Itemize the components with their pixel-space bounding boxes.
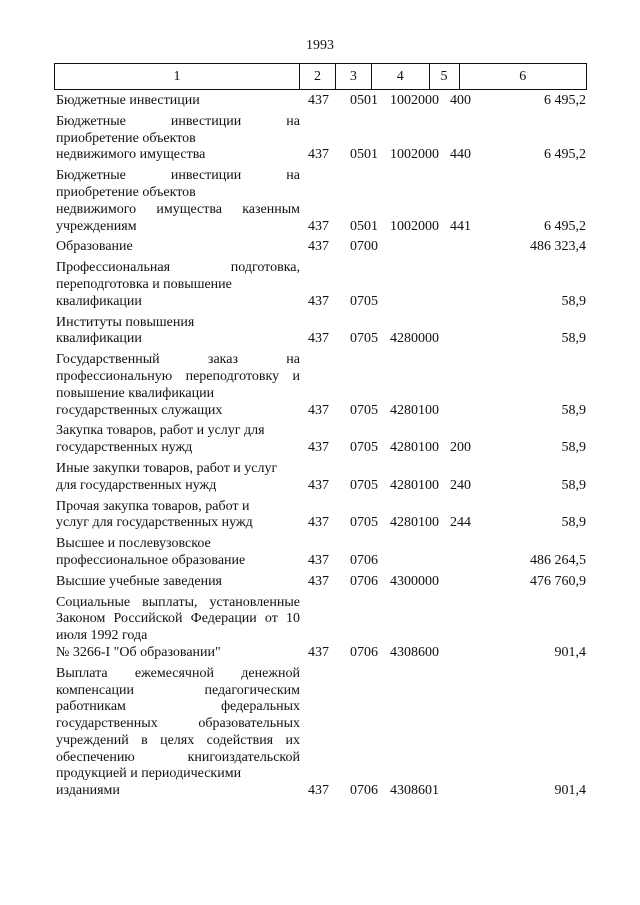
row-target-code: 4280000 [390,331,439,347]
row-name [56,595,300,662]
row-name-line: недвижимого имущества [56,147,206,163]
row-name [56,260,300,310]
table-row [56,239,586,256]
row-section-code: 0501 [350,147,378,163]
table-row [56,499,586,533]
row-name-line: Бюджетные инвестиции [56,93,200,108]
row-expense-type-code: 441 [450,218,471,234]
row-name-line: № 3266-I "Об образовании" [56,644,221,660]
row-ministry-code: 437 [308,440,329,456]
row-ministry-code: 437 [308,552,329,568]
row-expense-type-code: 440 [450,147,471,163]
row-name-line: профессиональное образование [56,552,246,568]
table-row [56,260,586,310]
row-amount: 58,9 [561,402,586,418]
row-section-code: 0705 [350,477,378,493]
row-amount: 6 495,2 [544,218,586,234]
row-section-code: 0501 [350,218,378,234]
table-row [56,93,586,110]
row-target-code: 4300000 [390,573,439,589]
header-col-1: 1 [55,64,300,89]
row-name-line: Институты повышения [56,314,195,330]
row-amount: 58,9 [561,515,586,531]
row-name-line: Образование [56,239,133,255]
row-amount: 58,9 [561,440,586,456]
row-name [56,423,300,457]
row-target-code: 4308601 [390,783,439,799]
row-name-line: квалификации [56,331,142,347]
row-ministry-code: 437 [308,93,329,108]
row-name-line: квалификации [56,293,142,309]
row-name-line: государственных нужд [56,440,193,456]
table-row [56,666,586,800]
row-section-code: 0700 [350,239,378,255]
row-name [56,536,300,570]
row-amount: 476 760,9 [530,573,586,589]
table-row [56,352,586,419]
table-body [56,93,586,804]
row-name-line: государственных служащих [56,402,223,418]
row-ministry-code: 437 [308,783,329,799]
row-section-code: 0705 [350,402,378,418]
row-ministry-code: 437 [308,515,329,531]
row-ministry-code: 437 [308,218,329,234]
row-name [56,499,300,533]
header-col-4: 4 [372,64,430,89]
row-name-line: Прочая закупка товаров, работ и [56,498,250,514]
header-col-3: 3 [336,64,372,89]
row-amount: 486 264,5 [530,552,586,568]
row-section-code: 0706 [350,644,378,660]
row-amount: 6 495,2 [544,93,586,108]
table-row [56,574,586,591]
row-name [56,93,300,110]
row-amount: 58,9 [561,293,586,309]
table-row [56,168,586,235]
row-amount: 58,9 [561,331,586,347]
row-name-line: изданиями [56,783,120,799]
row-name [56,666,300,800]
row-section-code: 0706 [350,552,378,568]
row-section-code: 0706 [350,573,378,589]
row-amount: 901,4 [554,644,586,660]
row-amount: 6 495,2 [544,147,586,163]
row-ministry-code: 437 [308,293,329,309]
header-col-2: 2 [300,64,336,89]
header-col-5: 5 [430,64,460,89]
row-name-line: Высшее и послевузовское [56,536,211,552]
header-col-6: 6 [519,68,527,84]
row-target-code: 4280100 [390,440,439,456]
row-name-line: Закупка товаров, работ и услуг для [56,423,265,439]
row-amount: 901,4 [554,783,586,799]
row-target-code: 1002000 [390,147,439,163]
row-name [56,461,300,495]
row-name [56,239,300,256]
row-name-line: Социальные выплаты, установленные Законом Российской Федерации от 10 июля 1992 года [56,594,300,644]
table-row [56,461,586,495]
row-ministry-code: 437 [308,331,329,347]
row-target-code: 4280100 [390,477,439,493]
row-name-line: Бюджетные инвестиции на приобретение объектов [56,168,300,200]
row-target-code: 4308600 [390,644,439,660]
table-header [54,63,587,90]
row-ministry-code: 437 [308,402,329,418]
row-section-code: 0705 [350,331,378,347]
row-target-code: 4280100 [390,402,439,418]
row-expense-type-code: 244 [450,515,471,531]
table-row [56,114,586,164]
row-name-line: для государственных нужд [56,477,217,493]
row-name-line: Высшие учебные заведения [56,573,222,589]
row-target-code: 1002000 [390,218,439,234]
row-name [56,114,300,164]
row-section-code: 0501 [350,93,378,108]
row-name-line: Профессиональная подготовка, переподготовка и повышение [56,260,300,292]
row-name [56,352,300,419]
row-name-line: недвижимого имущества казенным учреждениям [56,201,300,234]
row-ministry-code: 437 [308,573,329,589]
row-ministry-code: 437 [308,147,329,163]
row-name [56,168,300,235]
row-name-line: Выплата ежемесячной денежной компенсации педагогическим работникам федеральных государственных образовательных учреждений в целях содействия их обеспечению книгоиздательской продукцией и периодическими [56,665,300,782]
row-name-line: Бюджетные инвестиции на приобретение объектов [56,113,300,146]
row-name [56,315,300,349]
row-section-code: 0706 [350,783,378,799]
table-row [56,595,586,662]
table-row [56,536,586,570]
row-target-code: 1002000 [390,93,439,108]
row-ministry-code: 437 [308,477,329,493]
row-name [56,574,300,591]
row-section-code: 0705 [350,440,378,456]
row-amount: 486 323,4 [530,239,586,255]
row-expense-type-code: 200 [450,440,471,456]
table-row [56,423,586,457]
row-ministry-code: 437 [308,239,329,255]
row-target-code: 4280100 [390,515,439,531]
row-name-line: Государственный заказ на профессиональную переподготовку и повышение квалификации [56,352,300,401]
row-amount: 58,9 [561,477,586,493]
page-number: 1993 [306,38,334,53]
row-name-line: Иные закупки товаров, работ и услуг [56,460,278,476]
row-expense-type-code: 400 [450,93,471,108]
row-expense-type-code: 240 [450,477,471,493]
row-ministry-code: 437 [308,644,329,660]
row-name-line: услуг для государственных нужд [56,515,253,531]
row-section-code: 0705 [350,293,378,309]
row-section-code: 0705 [350,515,378,531]
table-row [56,315,586,349]
